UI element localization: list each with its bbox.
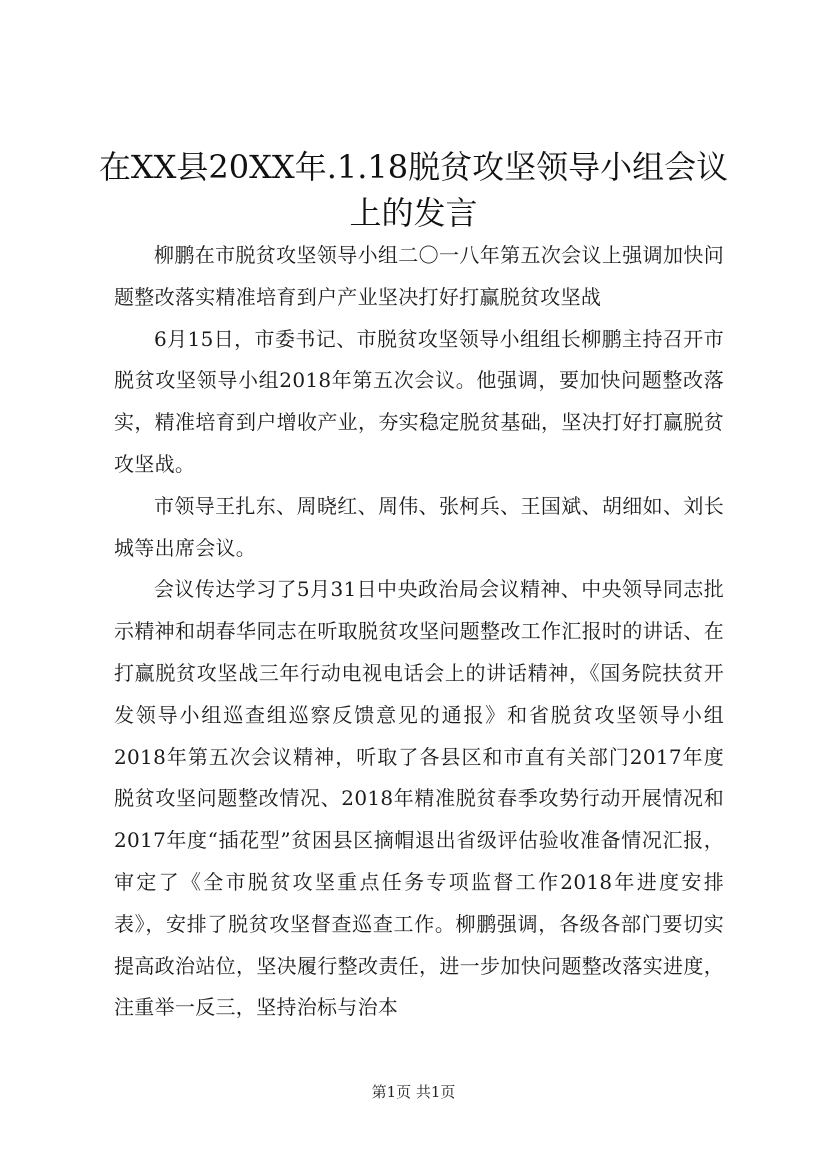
page-footer: 第1页 共1页 — [371, 1083, 456, 1101]
document-title-line-1: 在XX县20XX年.1.18脱贫攻坚领导小组会议 — [98, 148, 729, 186]
paragraph-attendees: 市领导王扎东、周晓红、周伟、张柯兵、王国斌、胡细如、刘长城等出席会议。 — [114, 493, 724, 560]
document-title-line-2: 上的发言 — [349, 194, 478, 232]
paragraph-subtitle: 柳鹏在市脱贫攻坚领导小组二〇一八年第五次会议上强调加快问题整改落实精准培育到户产业坚决打好打赢脱贫攻坚战 — [114, 243, 724, 309]
paragraph-meeting-content: 会议传达学习了5月31日中央政治局会议精神、中央领导同志批示精神和胡春华同志在听取脱贫攻坚问题整改工作汇报时的讲话、在打赢脱贫攻坚战三年行动电视电话会上的讲话精神，《国务院扶贫开发领导小组巡查组巡察反馈意见的通报》和省脱贫攻坚领导小组2018年第五次会议精神，听取了各县区和市直有关部门2017年度脱贫攻坚问题整改情况、2018年精准脱贫春季攻势行动开展情况和2017年度“插花型”贫困县区摘帽退出省级评估验收准备情况汇报，审定了《全市脱贫攻坚重点任务专项监督工作2018年进度安排表》，安排了脱贫攻坚督查巡查工作。柳鹏强调，各级各部门要切实提高政治站位，坚决履行整改责任，进一步加快问题整改落实进度，注重举一反三，坚持治标与治本 — [114, 577, 724, 1020]
document-body — [114, 235, 724, 1029]
paragraph-meeting-summary: 6月15日，市委书记、市脱贫攻坚领导小组组长柳鹏主持召开市脱贫攻坚领导小组2018年第五次会议。他强调，要加快问题整改落实，精准培育到户增收产业，夯实稳定脱贫基础，坚决打好打赢脱贫攻坚战。 — [114, 326, 724, 476]
